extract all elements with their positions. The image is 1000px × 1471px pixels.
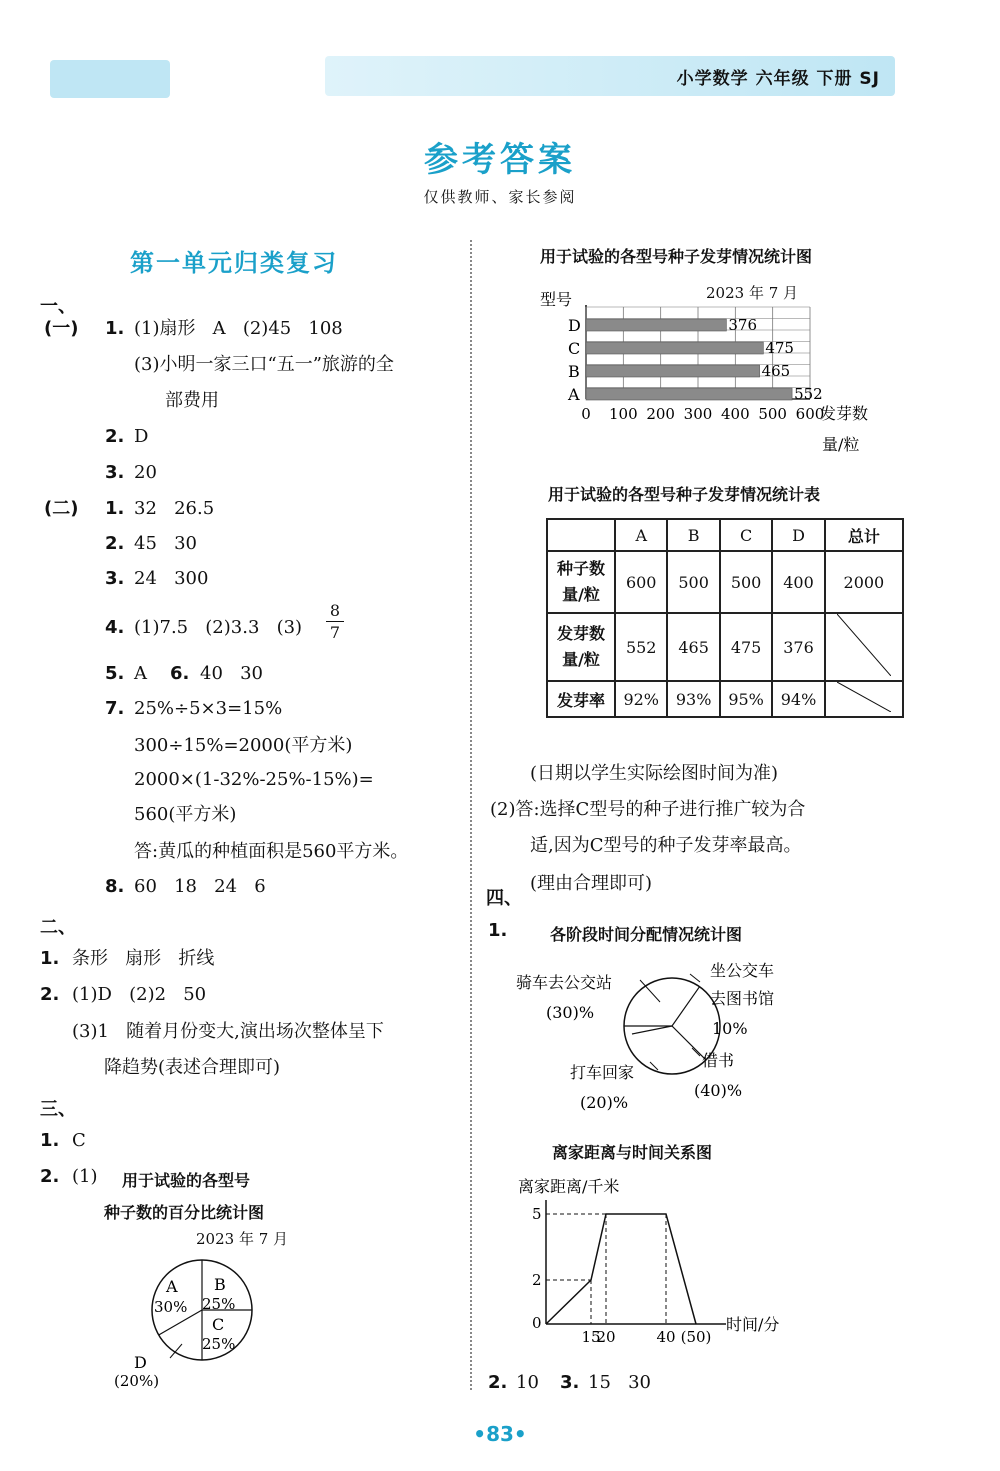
fraction-numerator: 8 [329, 601, 341, 620]
bar-tick-label: 600 [795, 405, 825, 423]
bar [586, 342, 763, 354]
table-header: D [772, 519, 824, 551]
page-subtitle: 仅供教师、家长参阅 [423, 188, 577, 206]
q-num: 8. [105, 876, 125, 897]
pie2-pct: (40)% [694, 1081, 743, 1100]
germination-table [546, 518, 904, 718]
line-y-tick: 5 [532, 1205, 542, 1223]
sub-label-1: (一) [44, 318, 79, 339]
table-cell: 475 [720, 613, 772, 681]
pie-label-c: C [212, 1315, 225, 1334]
distance-time-line-chart [500, 1172, 820, 1352]
sub-label-2: (二) [44, 498, 79, 519]
fraction [326, 601, 344, 642]
answer-line: 部费用 [165, 390, 219, 411]
q-num: 2. [488, 1372, 508, 1393]
answer-line: 答:黄瓜的种植面积是560平方米。 [134, 841, 409, 862]
answer-line: (1)D (2)2 50 [72, 984, 207, 1005]
pie-slice-boundary [672, 1026, 706, 1060]
table-header: C [720, 519, 772, 551]
germination-bar-chart [520, 285, 900, 465]
q-num: 1. [488, 920, 508, 941]
q-num: 7. [105, 698, 125, 719]
table-cell: 552 [615, 613, 667, 681]
answer-line: 适,因为C型号的种子发芽率最高。 [530, 835, 802, 856]
answer-line: 25%÷5×3=15% [134, 698, 283, 719]
table-cell: 500 [720, 551, 772, 613]
q-num: 1. [40, 948, 60, 969]
q-num: 6. [170, 663, 190, 684]
pie2-pct: (20)% [580, 1093, 629, 1112]
bar-tick-label: 500 [758, 405, 787, 423]
table-cell: 95% [720, 681, 772, 717]
bar-chart-title: 用于试验的各型号种子发芽情况统计图 [540, 247, 813, 266]
table-cell: 92% [615, 681, 667, 717]
bar-tick-label: 300 [683, 405, 713, 423]
answer-line: 560(平方米) [134, 804, 237, 825]
bar-value-label: 475 [765, 339, 794, 357]
bar-tick-label: 400 [721, 405, 750, 423]
answer-line: 40 30 [200, 663, 263, 684]
q-num: 1. [40, 1130, 60, 1151]
page-title: 参考答案 [424, 140, 576, 180]
line-x-tick: 40 [656, 1328, 676, 1346]
answer-line: (3)小明一家三口“五一”旅游的全 [134, 354, 394, 375]
row-label-line: 种子数 [556, 559, 605, 579]
chart-title: 种子数的百分比统计图 [104, 1203, 265, 1222]
pie2-label: 去图书馆 [710, 989, 775, 1008]
table-cell: 93% [667, 681, 719, 717]
part-heading-2: 二、 [40, 917, 76, 938]
pie2-pct: (30)% [546, 1003, 595, 1022]
pie-pct-d: (20%) [114, 1372, 160, 1390]
q-num: 3. [560, 1372, 580, 1393]
table-cell: 2000 [825, 551, 903, 613]
line-y-tick: 0 [532, 1314, 542, 1332]
table-diagonal-cell [825, 613, 903, 681]
bar-tick-label: 200 [646, 405, 675, 423]
q-num: 2. [105, 426, 125, 447]
answer-line: (1)7.5 (2)3.3 (3) [134, 617, 303, 638]
bar [586, 319, 726, 331]
q-num: 1. [105, 498, 125, 519]
answer-line: 10 [516, 1372, 539, 1393]
pie-pct-c: 25% [202, 1335, 236, 1353]
row-label [547, 613, 615, 681]
chart-date: 2023 年 7 月 [196, 1230, 289, 1248]
pie2-pct: 10% [712, 1019, 748, 1038]
answer-line: (理由合理即可) [530, 873, 653, 894]
pie-label-d: D [134, 1353, 147, 1372]
row-label-line: 量/粒 [562, 650, 600, 669]
table-cell: 400 [772, 551, 824, 613]
pie-slice-boundary [632, 1026, 672, 1034]
row-label [547, 551, 615, 613]
bar-chart-date: 2023 年 7 月 [706, 284, 799, 302]
fraction-denominator: 7 [329, 623, 341, 642]
answer-line: D [134, 426, 149, 447]
bar-value-label: 465 [761, 362, 791, 380]
row-label-line: 发芽数 [556, 624, 605, 644]
q-num: 3. [105, 568, 125, 589]
pie-pct-a: 30% [154, 1298, 188, 1316]
answer-line: A [134, 663, 147, 684]
pie2-label: 骑车去公交站 [516, 973, 613, 992]
bar-x-unit: 量/粒 [822, 435, 860, 454]
row-label-line: 量/粒 [562, 585, 600, 604]
bar-category-label: D [568, 316, 581, 335]
q-num: 2. [40, 984, 60, 1005]
table-cell: 465 [667, 613, 719, 681]
table-header [547, 519, 615, 551]
q-num: 1. [105, 318, 125, 339]
answer-line: 条形 扇形 折线 [72, 948, 215, 969]
table-cell: 376 [772, 613, 824, 681]
bar-y-label: 型号 [540, 290, 573, 309]
pie2-title: 各阶段时间分配情况统计图 [550, 925, 743, 944]
pie2-label: 借书 [702, 1051, 735, 1070]
line-y-label: 离家距离/千米 [518, 1177, 620, 1196]
line-x-tick: 15 [581, 1328, 601, 1346]
pie-label-a: A [166, 1277, 178, 1296]
header-left-band [50, 60, 170, 98]
pie2-label: 打车回家 [570, 1063, 635, 1082]
table-row [547, 681, 903, 717]
pie-label-b: B [214, 1275, 226, 1294]
q-num: 4. [105, 617, 125, 638]
line-x-tick: (50) [680, 1328, 712, 1346]
distance-line [546, 1214, 696, 1324]
pie-leader-line [690, 974, 700, 982]
table-cell: 600 [615, 551, 667, 613]
time-allocation-pie [500, 950, 820, 1120]
table-cell: 94% [772, 681, 824, 717]
table-header: B [667, 519, 719, 551]
bar-value-label: 376 [728, 316, 758, 334]
table-cell: 500 [667, 551, 719, 613]
answer-line: (2)答:选择C型号的种子进行推广较为合 [490, 799, 806, 820]
q-num: 3. [105, 462, 125, 483]
pie-pct-b: 25% [202, 1295, 236, 1313]
table-header: A [615, 519, 667, 551]
table-row [547, 613, 903, 681]
part-heading-3: 三、 [40, 1099, 76, 1120]
part-heading-4: 四、 [486, 888, 522, 909]
line-y-tick: 2 [532, 1271, 542, 1289]
bar-tick-label: 0 [581, 405, 591, 423]
answer-line: 300÷15%=2000(平方米) [134, 735, 353, 756]
pie2-label: 坐公交车 [710, 961, 775, 980]
bar-value-label: 552 [794, 385, 823, 403]
answer-line: (1) [72, 1166, 98, 1187]
table-header: 总计 [825, 519, 903, 551]
bar-category-label: A [568, 385, 580, 404]
row-label: 发芽率 [547, 681, 615, 717]
line-chart-title: 离家距离与时间关系图 [552, 1143, 713, 1162]
header-text: 小学数学 六年级 下册 SJ [676, 69, 880, 89]
chart-title: 用于试验的各型号 [122, 1171, 251, 1190]
fraction-bar [326, 621, 344, 622]
diagonal-slash [837, 614, 891, 676]
page-number: •83• [473, 1422, 527, 1446]
answer-line: 15 30 [588, 1372, 651, 1393]
bar-x-label: 发芽数 [820, 404, 869, 423]
note-line: (日期以学生实际绘图时间为准) [530, 763, 779, 784]
column-divider [470, 240, 472, 1390]
answer-line: 20 [134, 462, 157, 483]
answer-line: (3)1 随着月份变大,演出场次整体呈下 [72, 1021, 384, 1042]
table-diagonal-cell [825, 681, 903, 717]
table-row [547, 551, 903, 613]
answer-line: 60 18 24 6 [134, 876, 266, 897]
part-heading-1: 一、 [40, 296, 76, 317]
line-x-label: 时间/分 [726, 1315, 780, 1334]
q-num: 2. [40, 1166, 60, 1187]
q-num: 5. [105, 663, 125, 684]
section-title: 第一单元归类复习 [130, 249, 338, 277]
answer-line: C [72, 1130, 86, 1151]
answer-line: 45 30 [134, 533, 197, 554]
diagonal-slash [837, 682, 891, 712]
bar [586, 365, 760, 377]
answer-line: 2000×(1-32%-25%-15%)= [134, 769, 374, 790]
seed-percent-pie [100, 1252, 280, 1392]
answer-line: 降趋势(表述合理即可) [104, 1057, 281, 1078]
table-title: 用于试验的各型号种子发芽情况统计表 [548, 485, 821, 504]
bar-category-label: B [568, 362, 580, 381]
q-num: 2. [105, 533, 125, 554]
line-x-tick: 20 [596, 1328, 616, 1346]
bar [586, 388, 792, 400]
answer-line: 32 26.5 [134, 498, 215, 519]
pie-slice-boundary [672, 987, 700, 1026]
bar-tick-label: 100 [609, 405, 638, 423]
answer-line: 24 300 [134, 568, 209, 589]
bar-category-label: C [568, 339, 581, 358]
answer-line: (1)扇形 A (2)45 108 [134, 318, 343, 339]
pie-leader-line [170, 1344, 182, 1358]
